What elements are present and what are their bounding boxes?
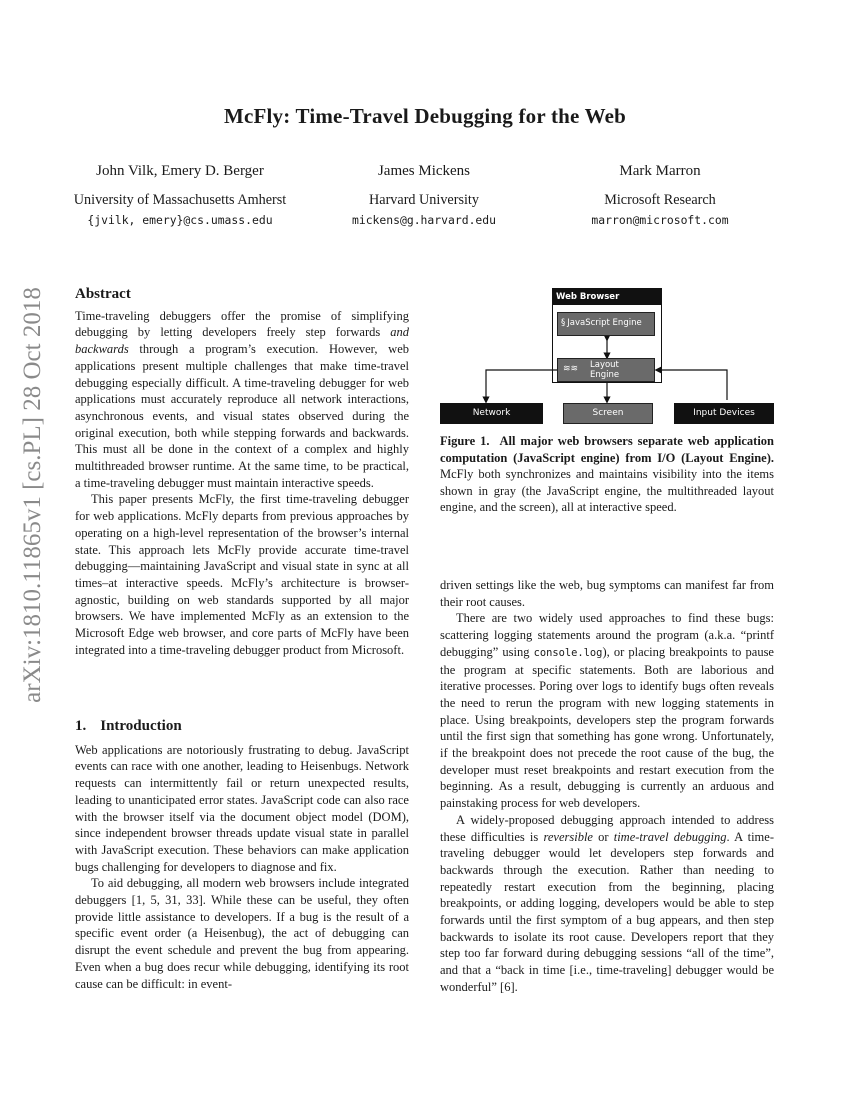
author-name: James Mickens bbox=[377, 163, 471, 179]
screen-box: Screen bbox=[563, 403, 653, 424]
input-devices-box: Input Devices bbox=[674, 403, 774, 424]
author-email: mickens@g.harvard.edu bbox=[351, 213, 496, 227]
caption-text: McFly both synchronizes and maintains visibility into the items shown in gray (the JavaScript engine, the multithreaded layout engine, and the screen), all at interactive speed. bbox=[440, 467, 774, 514]
figure-1-diagram bbox=[440, 288, 774, 428]
javascript-engine-box bbox=[557, 312, 655, 336]
layout-engine-box bbox=[557, 358, 655, 382]
author-email: marron@microsoft.com bbox=[591, 213, 729, 227]
body-paragraph: A widely-proposed debugging approach intended to address these difficulties is reversible or time-travel debugging. A time-traveling debugger would let developers step forwards and backwards through the execution. Rather than needing to repeatedly restart execution from the beginning, placing breakpoints, or adding logging, developers would be able to step forwards until the first symptom of a bug appears, and then step backwards to isolate its root cause. Developers report that they step too far forward during debugging sessions “all of the time”, and that a “back in time [i.e., time-traveling] debugger would be wonderful” [6]. bbox=[440, 812, 774, 994]
body-paragraph: driven settings like the web, bug symptoms can manifest far from their root causes. bbox=[440, 578, 774, 609]
abstract-section bbox=[75, 286, 409, 658]
layout-engine-label-1: Layout bbox=[590, 360, 619, 370]
inline-code: console.log bbox=[533, 646, 603, 659]
web-browser-label: Web Browser bbox=[553, 289, 661, 305]
intro-paragraph: To aid debugging, all modern web browsers include integrated debuggers [1, 5, 31, 33]. While these can be useful, they often provide little assistance to developers. If a bug is the result of a specific event order (a Heisenbug), the act of debugging can disrupt the event schedule and prevent the bug from appearing. Even when a bug does recur while debugging, identifying its root cause can be difficult: in event- bbox=[75, 876, 409, 991]
js-engine-label: JavaScript Engine bbox=[567, 318, 642, 328]
author-block-3 bbox=[560, 161, 760, 230]
figure-1-caption bbox=[440, 433, 774, 516]
caption-bold-text: All major web browsers separate web application computation (JavaScript engine) from I/O (Layout Engine). bbox=[440, 434, 774, 465]
abstract-paragraph: This paper presents McFly, the first time-traveling debugger for web applications. McFly departs from previous approaches by operating on a high-level representation of the browser’s internal state. This approach lets McFly provide accurate time-travel debugging—maintaining JavaScript and visual state in sync at all times–at interactive speeds. McFly’s architecture is browser-agnostic, building on web standards supported by all major browsers. We have implemented McFly as an extension to the Microsoft Edge web browser, and core parts of McFly have been integrated into a time-traveling debugger product from Microsoft. bbox=[75, 492, 409, 657]
author-affiliation: Harvard University bbox=[369, 192, 479, 208]
js-engine-icon: § bbox=[561, 318, 566, 328]
arxiv-id: arXiv:1810.11865v1 [cs.PL] 28 Oct 2018 bbox=[19, 287, 46, 703]
caption-label: Figure 1. bbox=[440, 434, 490, 448]
author-name: John Vilk, Emery D. Berger bbox=[96, 163, 264, 179]
abstract-paragraph: Time-traveling debuggers offer the promise of simplifying debugging by letting developers freely step forwards and backwards through a program’s execution. However, web applications present multiple challenges that make time-travel debugging especially difficult. A time-traveling debugger for web applications must accurately reproduce all network interactions, asynchronous events, and visual states observed during the original execution, both while stepping forwards and backwards. This must all be done in the context of a complex and highly multithreaded browser runtime. At the same time, to be practical, a time-traveling debugger must maintain interactive speeds. bbox=[75, 308, 409, 490]
layout-engine-icon: ≋≋ bbox=[563, 364, 579, 374]
author-affiliation: Microsoft Research bbox=[604, 192, 716, 208]
author-affiliation: University of Massachusetts Amherst bbox=[73, 192, 287, 208]
author-block-1 bbox=[60, 161, 300, 230]
layout-engine-label-2: Engine bbox=[590, 370, 620, 380]
author-block-2 bbox=[324, 161, 524, 230]
abstract-heading: Abstract bbox=[75, 286, 131, 302]
introduction-section bbox=[75, 718, 409, 992]
paper-title: McFly: Time-Travel Debugging for the Web bbox=[223, 104, 627, 128]
author-name: Mark Marron bbox=[619, 163, 701, 179]
arxiv-sidebar bbox=[17, 287, 49, 703]
body-paragraph: There are two widely used approaches to find these bugs: scattering logging statements around the program (a.k.a. “printf debugging” using console.log), or placing breakpoints to pause the program at specific statements. Both are laborious and iterative processes. Poring over logs to identify bugs often reveals the need to rerun the program with new logging statements in place. Using breakpoints, developers step the program forwards until the first sign that something has gone wrong. Unfortunately, if the breakpoint does not precede the root cause of the bug, the developer must reset breakpoints and restart execution from the beginning. As a result, debugging is currently an arduous and painstaking process for web developers. bbox=[440, 611, 774, 811]
intro-paragraph: Web applications are notoriously frustrating to debug. JavaScript events can race with one another, leading to Heisenbugs. Network requests can intermittently fail or return unexpected results, leading to unanticipated error states. JavaScript code can also race with the browser itself via the document object model (DOM), since independent browser threads update visual state in parallel with JavaScript execution. These behaviors can make application bugs challenging for developers to diagnose and fix. bbox=[75, 742, 409, 874]
author-email: {jvilk, emery}@cs.umass.edu bbox=[87, 213, 273, 227]
right-column-text bbox=[440, 577, 774, 996]
section-heading: 1. Introduction bbox=[75, 718, 182, 734]
network-box: Network bbox=[440, 403, 543, 424]
